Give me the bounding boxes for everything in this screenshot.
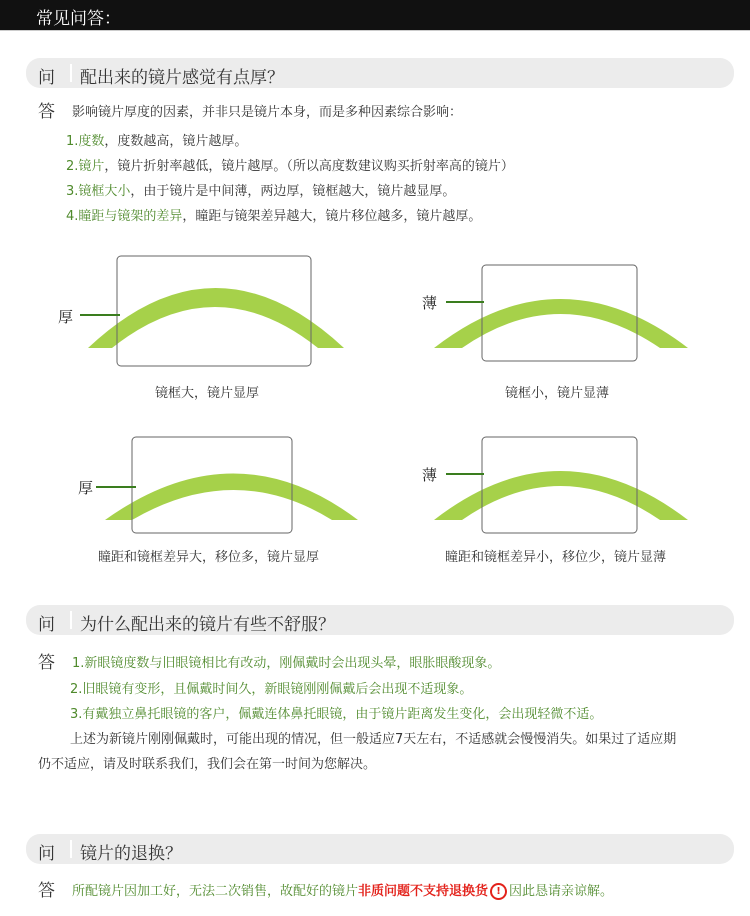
lens-arc xyxy=(434,299,688,348)
lens-arc xyxy=(88,288,344,348)
list-item: 1.新眼镜度数与旧眼镜相比有改动，刚佩戴时会出现头晕，眼胀眼酸现象。 xyxy=(72,656,501,671)
page-header xyxy=(0,0,750,30)
lens-arc xyxy=(434,471,688,520)
question-text: 为什么配出来的镜片有些不舒服？ xyxy=(80,615,335,635)
list-item: 3.镜框大小，由于镜片是中间薄，两边厚，镜框越大，镜片越显厚。 xyxy=(66,184,456,199)
question-marker: 问 xyxy=(38,615,55,635)
diagram-caption: 镜框大，镜片显厚 xyxy=(155,386,260,401)
list-item: 3.有戴独立鼻托眼镜的客户，佩戴连体鼻托眼镜，由于镜片距离发生变化，会出现轻微不适。 xyxy=(70,707,603,722)
question-separator xyxy=(70,611,72,629)
question-separator xyxy=(70,840,72,858)
question-bar-3 xyxy=(26,834,734,864)
return-policy-highlight: 非质问题不支持退换货 xyxy=(358,884,489,899)
return-policy-text: 所配镜片因加工好，无法二次销售，故配好的镜片非质问题不支持退换货 ! 因此恳请亲谅解。 xyxy=(72,884,614,899)
list-item: 4.瞳距与镜架的差异，瞳距与镜架差异越大，镜片移位越多，镜片越厚。 xyxy=(66,209,482,224)
list-item: 2.旧眼镜有变形，且佩戴时间久，新眼镜刚刚佩戴后会出现不适现象。 xyxy=(70,682,473,697)
question-marker: 问 xyxy=(38,844,55,864)
header-divider xyxy=(0,30,750,31)
lens-diagram-small-shift xyxy=(420,432,700,542)
diagram-label: 厚 xyxy=(58,308,74,326)
lens-diagram-small-frame xyxy=(420,260,700,370)
diagram-caption: 瞳距和镜框差异大，移位多，镜片显厚 xyxy=(98,550,320,565)
question-separator xyxy=(70,64,72,82)
diagram-caption: 镜框小，镜片显薄 xyxy=(505,386,610,401)
diagram-label: 厚 xyxy=(78,479,94,497)
answer-marker: 答 xyxy=(38,102,55,122)
answer-marker: 答 xyxy=(38,653,55,673)
diagram-caption: 瞳距和镜框差异小，移位少，镜片显薄 xyxy=(445,550,667,565)
answer-summary-cont: 仍不适应，请及时联系我们，我们会在第一时间为您解决。 xyxy=(38,757,377,772)
list-item: 1.度数，度数越高，镜片越厚。 xyxy=(66,134,248,149)
answer-marker: 答 xyxy=(38,881,55,901)
question-bar-1 xyxy=(26,58,734,88)
lens-diagram-large-frame xyxy=(60,248,360,378)
lens-arc xyxy=(105,474,358,521)
lens-diagram-large-shift xyxy=(60,432,370,542)
question-bar-2 xyxy=(26,605,734,635)
diagram-label: 薄 xyxy=(422,466,438,484)
diagram-label: 薄 xyxy=(422,294,438,312)
answer-intro: 影响镜片厚度的因素，并非只是镜片本身，而是多种因素综合影响： xyxy=(72,105,463,120)
warning-icon: ! xyxy=(490,883,507,900)
question-text: 配出来的镜片感觉有点厚？ xyxy=(80,68,284,88)
question-text: 镜片的退换？ xyxy=(80,844,182,864)
answer-summary: 上述为新镜片刚刚佩戴时，可能出现的情况，但一般适应7天左右，不适感就会慢慢消失。如果过了适应期 xyxy=(70,732,677,747)
question-marker: 问 xyxy=(38,68,55,88)
page-title: 常见问答： xyxy=(36,9,121,29)
list-item: 2.镜片，镜片折射率越低，镜片越厚。（所以高度数建议购买折射率高的镜片） xyxy=(66,159,514,174)
